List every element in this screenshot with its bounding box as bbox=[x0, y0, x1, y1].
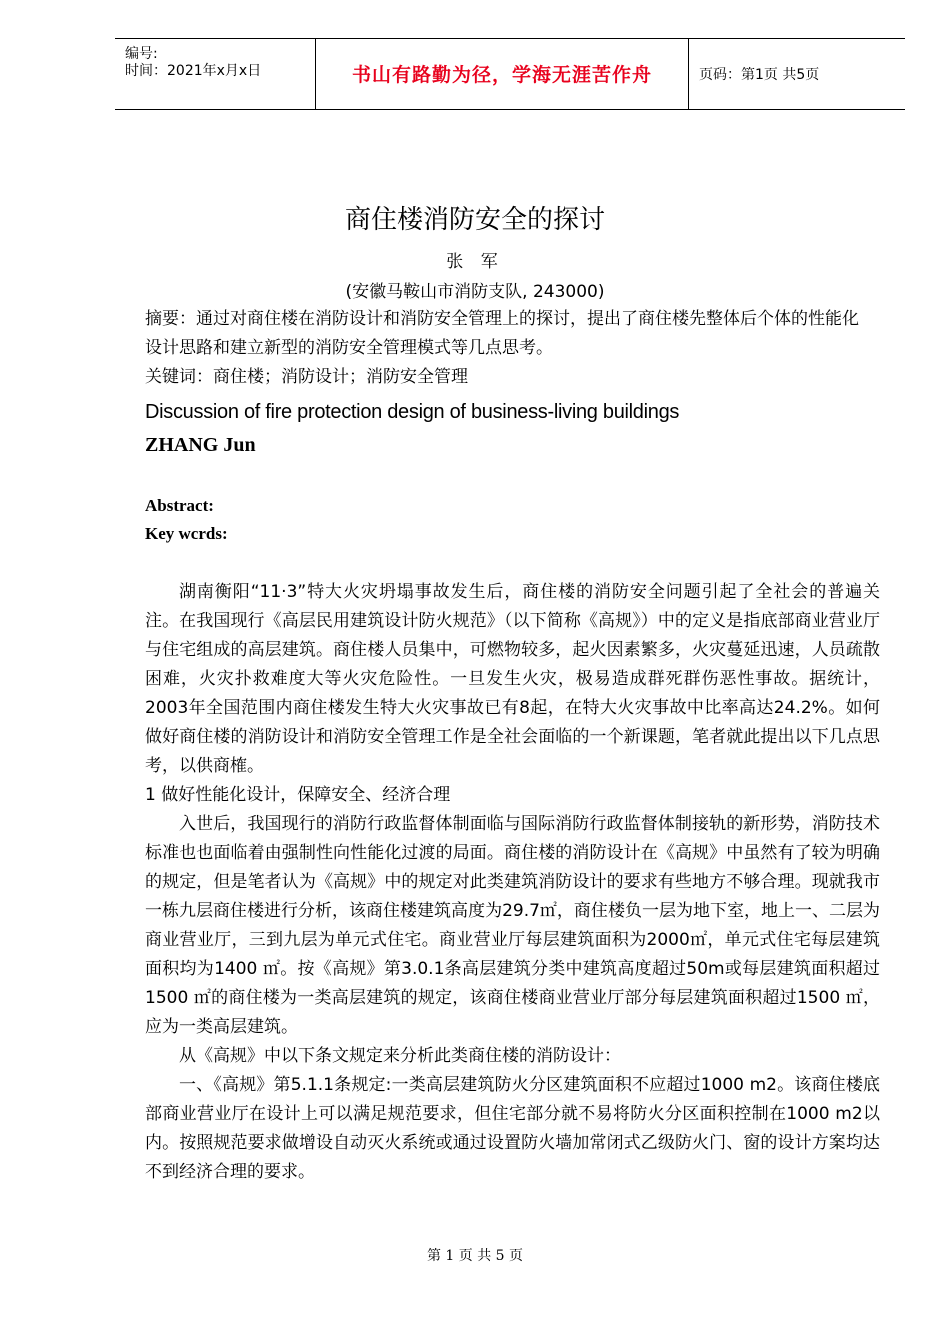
page-info: 页码：第1页 共5页 bbox=[699, 67, 820, 83]
section-heading-1: 1 做好性能化设计，保障安全、经济合理 bbox=[145, 785, 451, 805]
english-abstract-label: Abstract: bbox=[145, 496, 214, 515]
article-affiliation: (安徽马鞍山市消防支队, 243000) bbox=[345, 282, 605, 302]
motto-text: 书山有路勤为径，学海无涯苦作舟 bbox=[351, 64, 652, 86]
abstract-paragraph: 摘要：通过对商住楼在消防设计和消防安全管理上的探讨，提出了商住楼先整体后个体的性能化设计思路和建立新型的消防安全管理模式等几点思考。 bbox=[145, 309, 859, 358]
header-page-cell bbox=[689, 39, 905, 109]
header-motto-cell bbox=[316, 39, 689, 109]
article-title: 商住楼消防安全的探讨 bbox=[344, 205, 605, 235]
body-paragraph-2: 入世后，我国现行的消防行政监督体制面临与国际消防行政监督体制接轨的新形势，消防技术标准也也面临着由强制性向性能化过渡的局面。商住楼的消防设计在《高规》中虽然有了较为明确的规定，但是笔者认为《高规》中的规定对此类建筑消防设计的要求有些地方不够合理。现就我市一栋九层商住楼进行分析，该商住楼建筑高度为29.7㎡，商住楼负一层为地下室，地上一、二层为商业营业厅，三到九层为单元式住宅。商业营业厅每层建筑面积为2000㎡，单元式住宅每层建筑面积均为1400 ㎡。按《高规》第3.0.1条高层建筑分类中建筑高度超过50m或每层建筑面积超过1500 ㎡的商住楼为一类高层建筑的规定，该商住楼商业营业厅部分每层建筑面积超过1500 ㎡，应为一类高层建筑。 bbox=[145, 814, 880, 1037]
body-paragraph-4: 一、《高规》第5.1.1条规定:一类高层建筑防火分区建筑面积不应超过1000 m2。该商住楼底部商业营业厅在设计上可以满足规范要求，但住宅部分就不易将防火分区面积控制在1000 m2以内。按照规范要求做增设自动灭火系统或通过设置防火墙加常闭式乙级防火门、窗的设计方案均达不到经济合理的要求。 bbox=[145, 1075, 880, 1182]
english-keywords-label: Key wcrds: bbox=[145, 524, 228, 543]
body-paragraph-3: 从《高规》中以下条文规定来分析此类商住楼的消防设计： bbox=[179, 1046, 621, 1066]
header-info-cell bbox=[115, 39, 316, 109]
article-author: 张 军 bbox=[446, 252, 504, 272]
keywords-line: 关键词：商住楼；消防设计；消防安全管理 bbox=[145, 367, 468, 387]
english-author: ZHANG Jun bbox=[145, 434, 256, 456]
article-body bbox=[145, 578, 880, 1187]
doc-number-label: 编号: bbox=[125, 46, 158, 62]
header-table bbox=[115, 38, 905, 110]
body-paragraph-1: 湖南衡阳“11·3”特大火灾坍塌事故发生后，商住楼的消防安全问题引起了全社会的普遍关注。在我国现行《高层民用建筑设计防火规范》（以下简称《高规》）中的定义是指底部商业营业厅与住宅组成的高层建筑。商住楼人员集中，可燃物较多，起火因素繁多，火灾蔓延迅速，人员疏散困难，火灾扑救难度大等火灾危险性。一旦发生火灾，极易造成群死群伤恶性事故。据统计，2003年全国范围内商住楼发生特大火灾事故已有8起，在特大火灾事故中比率高达24.2%。如何做好商住楼的消防设计和消防安全管理工作是全社会面临的一个新课题，笔者就此提出以下几点思考，以供商榷。 bbox=[145, 582, 880, 776]
page-footer: 第 1 页 共 5 页 bbox=[426, 1248, 524, 1264]
date-line: 时间：2021年x月x日 bbox=[125, 63, 262, 79]
english-title: Discussion of fire protection design of business-living buildings bbox=[145, 401, 680, 423]
